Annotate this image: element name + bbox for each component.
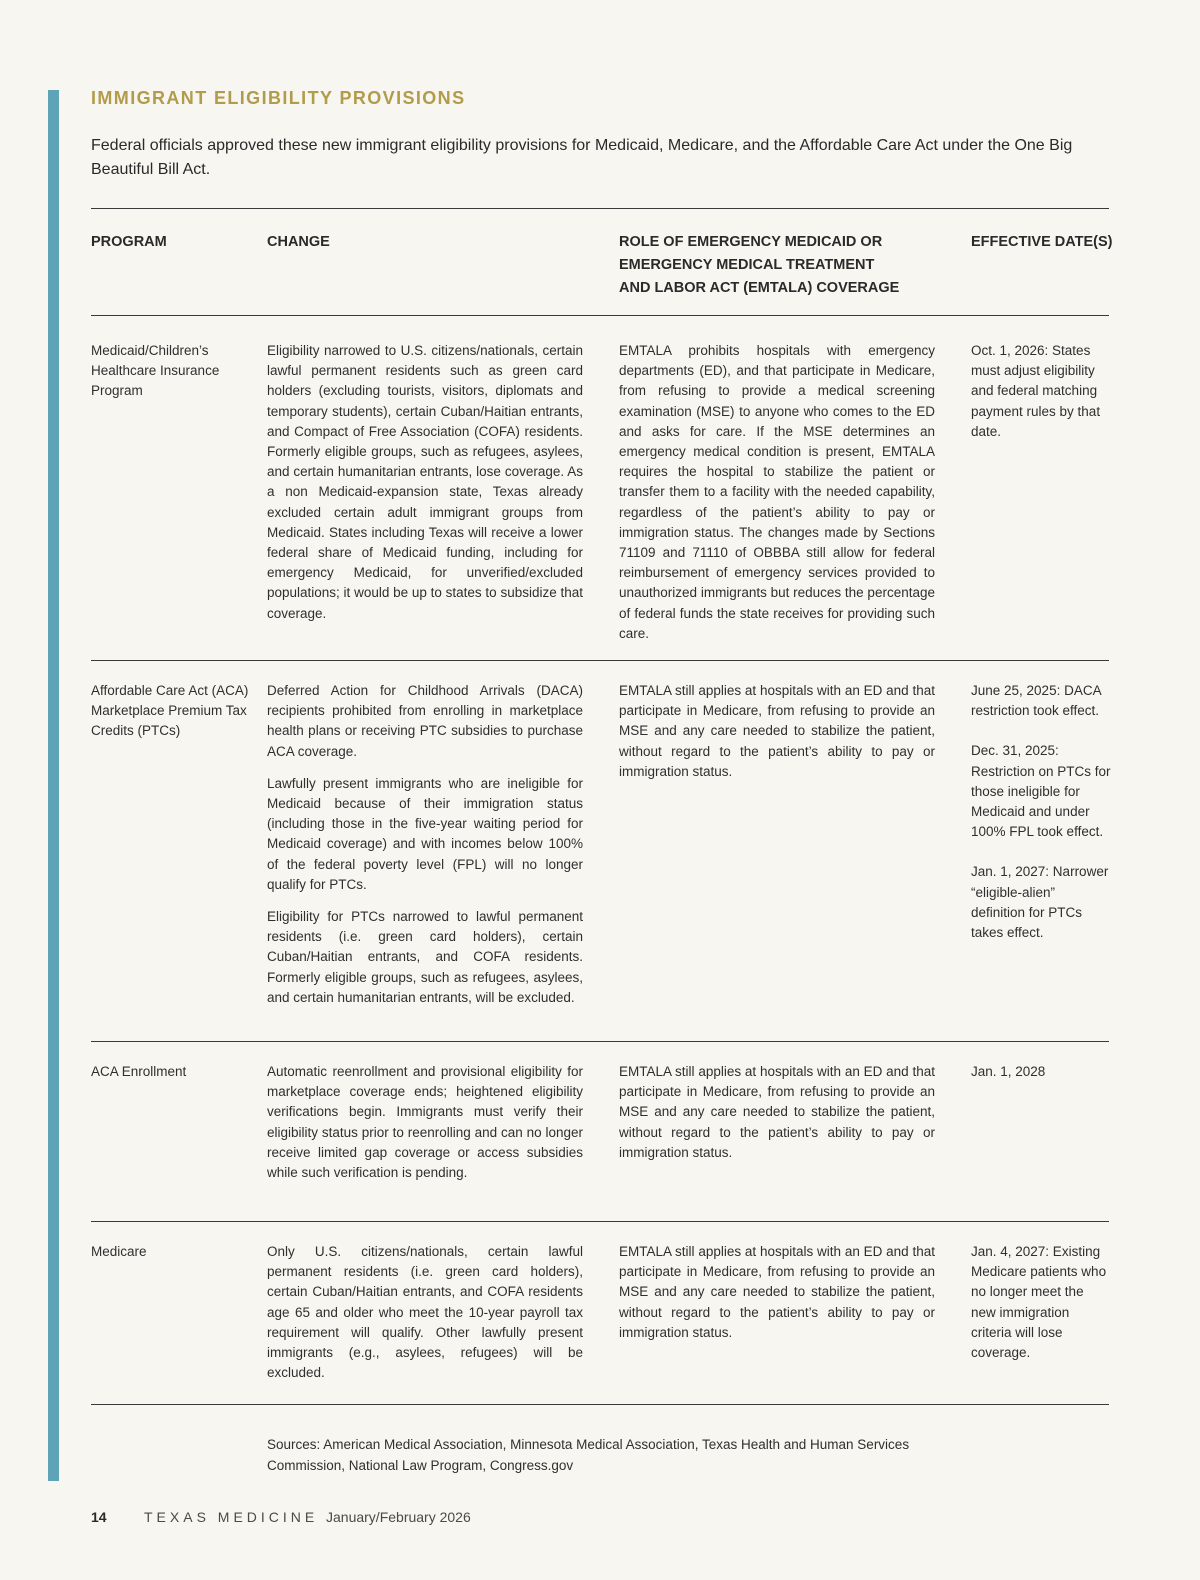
row-program-medicare: Medicare <box>91 1244 147 1259</box>
date-entry: Dec. 31, 2025: Restriction on PTCs for those ineligible for Medicaid and under 100% FPL took effect. <box>971 743 1111 840</box>
row-divider <box>91 1041 1109 1042</box>
issue-date: January/February 2026 <box>326 1509 471 1525</box>
row-change-aca-enrollment <box>267 1062 583 1183</box>
header-role-line: ROLE OF EMERGENCY MEDICAID OR <box>619 234 883 250</box>
row-role-medicare: EMTALA still applies at hospitals with an ED and that participate in Medicare, from refusing to provide an MSE and any care needed to stabilize the patient, without regard to the patient’s ability to pay or immigration status. <box>619 1244 935 1340</box>
row-role-aca-enrollment: EMTALA still applies at hospitals with an ED and that participate in Medicare, from refusing to provide an MSE and any care needed to stabilize the patient, without regard to the patient’s ability to pay or immigration status. <box>619 1064 935 1160</box>
header-role <box>619 231 935 300</box>
change-paragraph: Deferred Action for Childhood Arrivals (DACA) recipients prohibited from enrolling in marketplace health plans or receiving PTC subsidies to purchase ACA coverage. <box>267 683 583 759</box>
page-footer <box>91 1509 691 1529</box>
row-date-medicare <box>971 1242 1111 1363</box>
change-paragraph: Only U.S. citizens/nationals, certain lawful permanent residents (i.e. green card holders), certain Cuban/Haitian entrants, and COFA residents age 65 and older who meet the 10-year payroll tax requirement will qualify. Other lawfully present immigrants (e.g., asylees, refugees) will be excluded. <box>267 1244 583 1381</box>
header-role-line: EMERGENCY MEDICAL TREATMENT <box>619 257 875 273</box>
section-kicker: IMMIGRANT ELIGIBILITY PROVISIONS <box>91 88 466 108</box>
change-paragraph: Eligibility narrowed to U.S. citizens/nationals, certain lawful permanent residents such as green card holders (excluding tourists, visitors, diplomats and temporary students), certain Cuban/Haitian entrants, and Compact of Free Association (COFA) residents. Formerly eligible groups, such as refugees, asylees, and certain humanitarian entrants, lose coverage. As a non Medicaid-expansion state, Texas already excluded certain adult immigrant groups from Medicaid. States including Texas will receive a lower federal share of Medicaid funding, including for emergency Medicaid, for unverified/excluded populations; it would be up to states to subsidize that coverage. <box>267 343 583 621</box>
change-paragraph: Eligibility for PTCs narrowed to lawful permanent residents (i.e. green card holders), certain Cuban/Haitian entrants, and COFA residents. Formerly eligible groups, such as refugees, asylees, and certain humanitarian entrants, will be excluded. <box>267 909 583 1005</box>
row-divider <box>91 660 1109 661</box>
row-divider <box>91 1221 1109 1222</box>
row-program-medicaid: Medicaid/Children’s Healthcare Insurance Program <box>91 343 220 399</box>
intro-paragraph: Federal officials approved these new immigrant eligibility provisions for Medicaid, Medicare, and the Affordable Care Act under the One Big Beautiful Bill Act. <box>91 137 1073 178</box>
header-bottom-rule <box>91 315 1109 316</box>
row-date-aca-ptc <box>971 681 1111 943</box>
row-program-aca-ptc: Affordable Care Act (ACA) Marketplace Premium Tax Credits (PTCs) <box>91 683 249 739</box>
accent-bar <box>48 90 59 1481</box>
date-entry: Oct. 1, 2026: States must adjust eligibility and federal matching payment rules by that date. <box>971 343 1101 439</box>
sources-note: Sources: American Medical Association, Minnesota Medical Association, Texas Health and Human Services Commission, National Law Program, Congress.gov <box>267 1437 910 1473</box>
magazine-name: TEXAS MEDICINE <box>144 1509 319 1525</box>
date-entry: Jan. 4, 2027: Existing Medicare patients who no longer meet the new immigration criteria will lose coverage. <box>971 1244 1107 1361</box>
row-program-aca-enrollment: ACA Enrollment <box>91 1064 187 1079</box>
change-paragraph: Automatic reenrollment and provisional eligibility for marketplace coverage ends; heightened eligibility verifications begin. Immigrants must verify their eligibility status prior to reenrolling and can no longer receive limited gap coverage or access subsidies while such verification is pending. <box>267 1064 583 1181</box>
row-role-aca-ptc: EMTALA still applies at hospitals with an ED and that participate in Medicare, from refusing to provide an MSE and any care needed to stabilize the patient, without regard to the patient’s ability to pay or immigration status. <box>619 683 935 779</box>
header-date: EFFECTIVE DATE(S) <box>971 234 1113 250</box>
row-change-medicare <box>267 1242 583 1383</box>
header-role-line: AND LABOR ACT (EMTALA) COVERAGE <box>619 280 900 296</box>
header-program: PROGRAM <box>91 234 167 250</box>
date-entry: Jan. 1, 2028 <box>971 1064 1046 1079</box>
row-change-aca-ptc <box>267 681 583 1008</box>
row-role-medicaid: EMTALA prohibits hospitals with emergency departments (ED), and that participate in Medicare, from refusing to provide a medical screening examination (MSE) to anyone who comes to the ED and asks for care. If the MSE determines an emergency medical condition is present, EMTALA requires the hospital to stabilize the patient or transfer them to a facility with the needed capability, regardless of the patient’s ability to pay or immigration status. The changes made by Sections 71109 and 71110 of OBBBA still allow for federal reimbursement of emergency services provided to unauthorized immigrants but reduces the percentage of federal funds the state receives for providing such care. <box>619 343 935 641</box>
header-change: CHANGE <box>267 234 330 250</box>
table-bottom-rule <box>91 1404 1109 1405</box>
change-paragraph: Lawfully present immigrants who are ineligible for Medicaid because of their immigration status (including those in the five-year waiting period for Medicaid coverage) and with incomes below 100% of the federal poverty level (FPL) will no longer qualify for PTCs. <box>267 775 583 892</box>
date-entry: Jan. 1, 2027: Narrower “eligible-alien” definition for PTCs takes effect. <box>971 864 1109 941</box>
page-number: 14 <box>91 1509 107 1525</box>
row-date-medicaid <box>971 341 1111 442</box>
date-entry: June 25, 2025: DACA restriction took effect. <box>971 683 1101 719</box>
row-date-aca-enrollment <box>971 1062 1111 1082</box>
table-top-rule <box>91 208 1109 209</box>
row-change-medicaid <box>267 341 583 624</box>
